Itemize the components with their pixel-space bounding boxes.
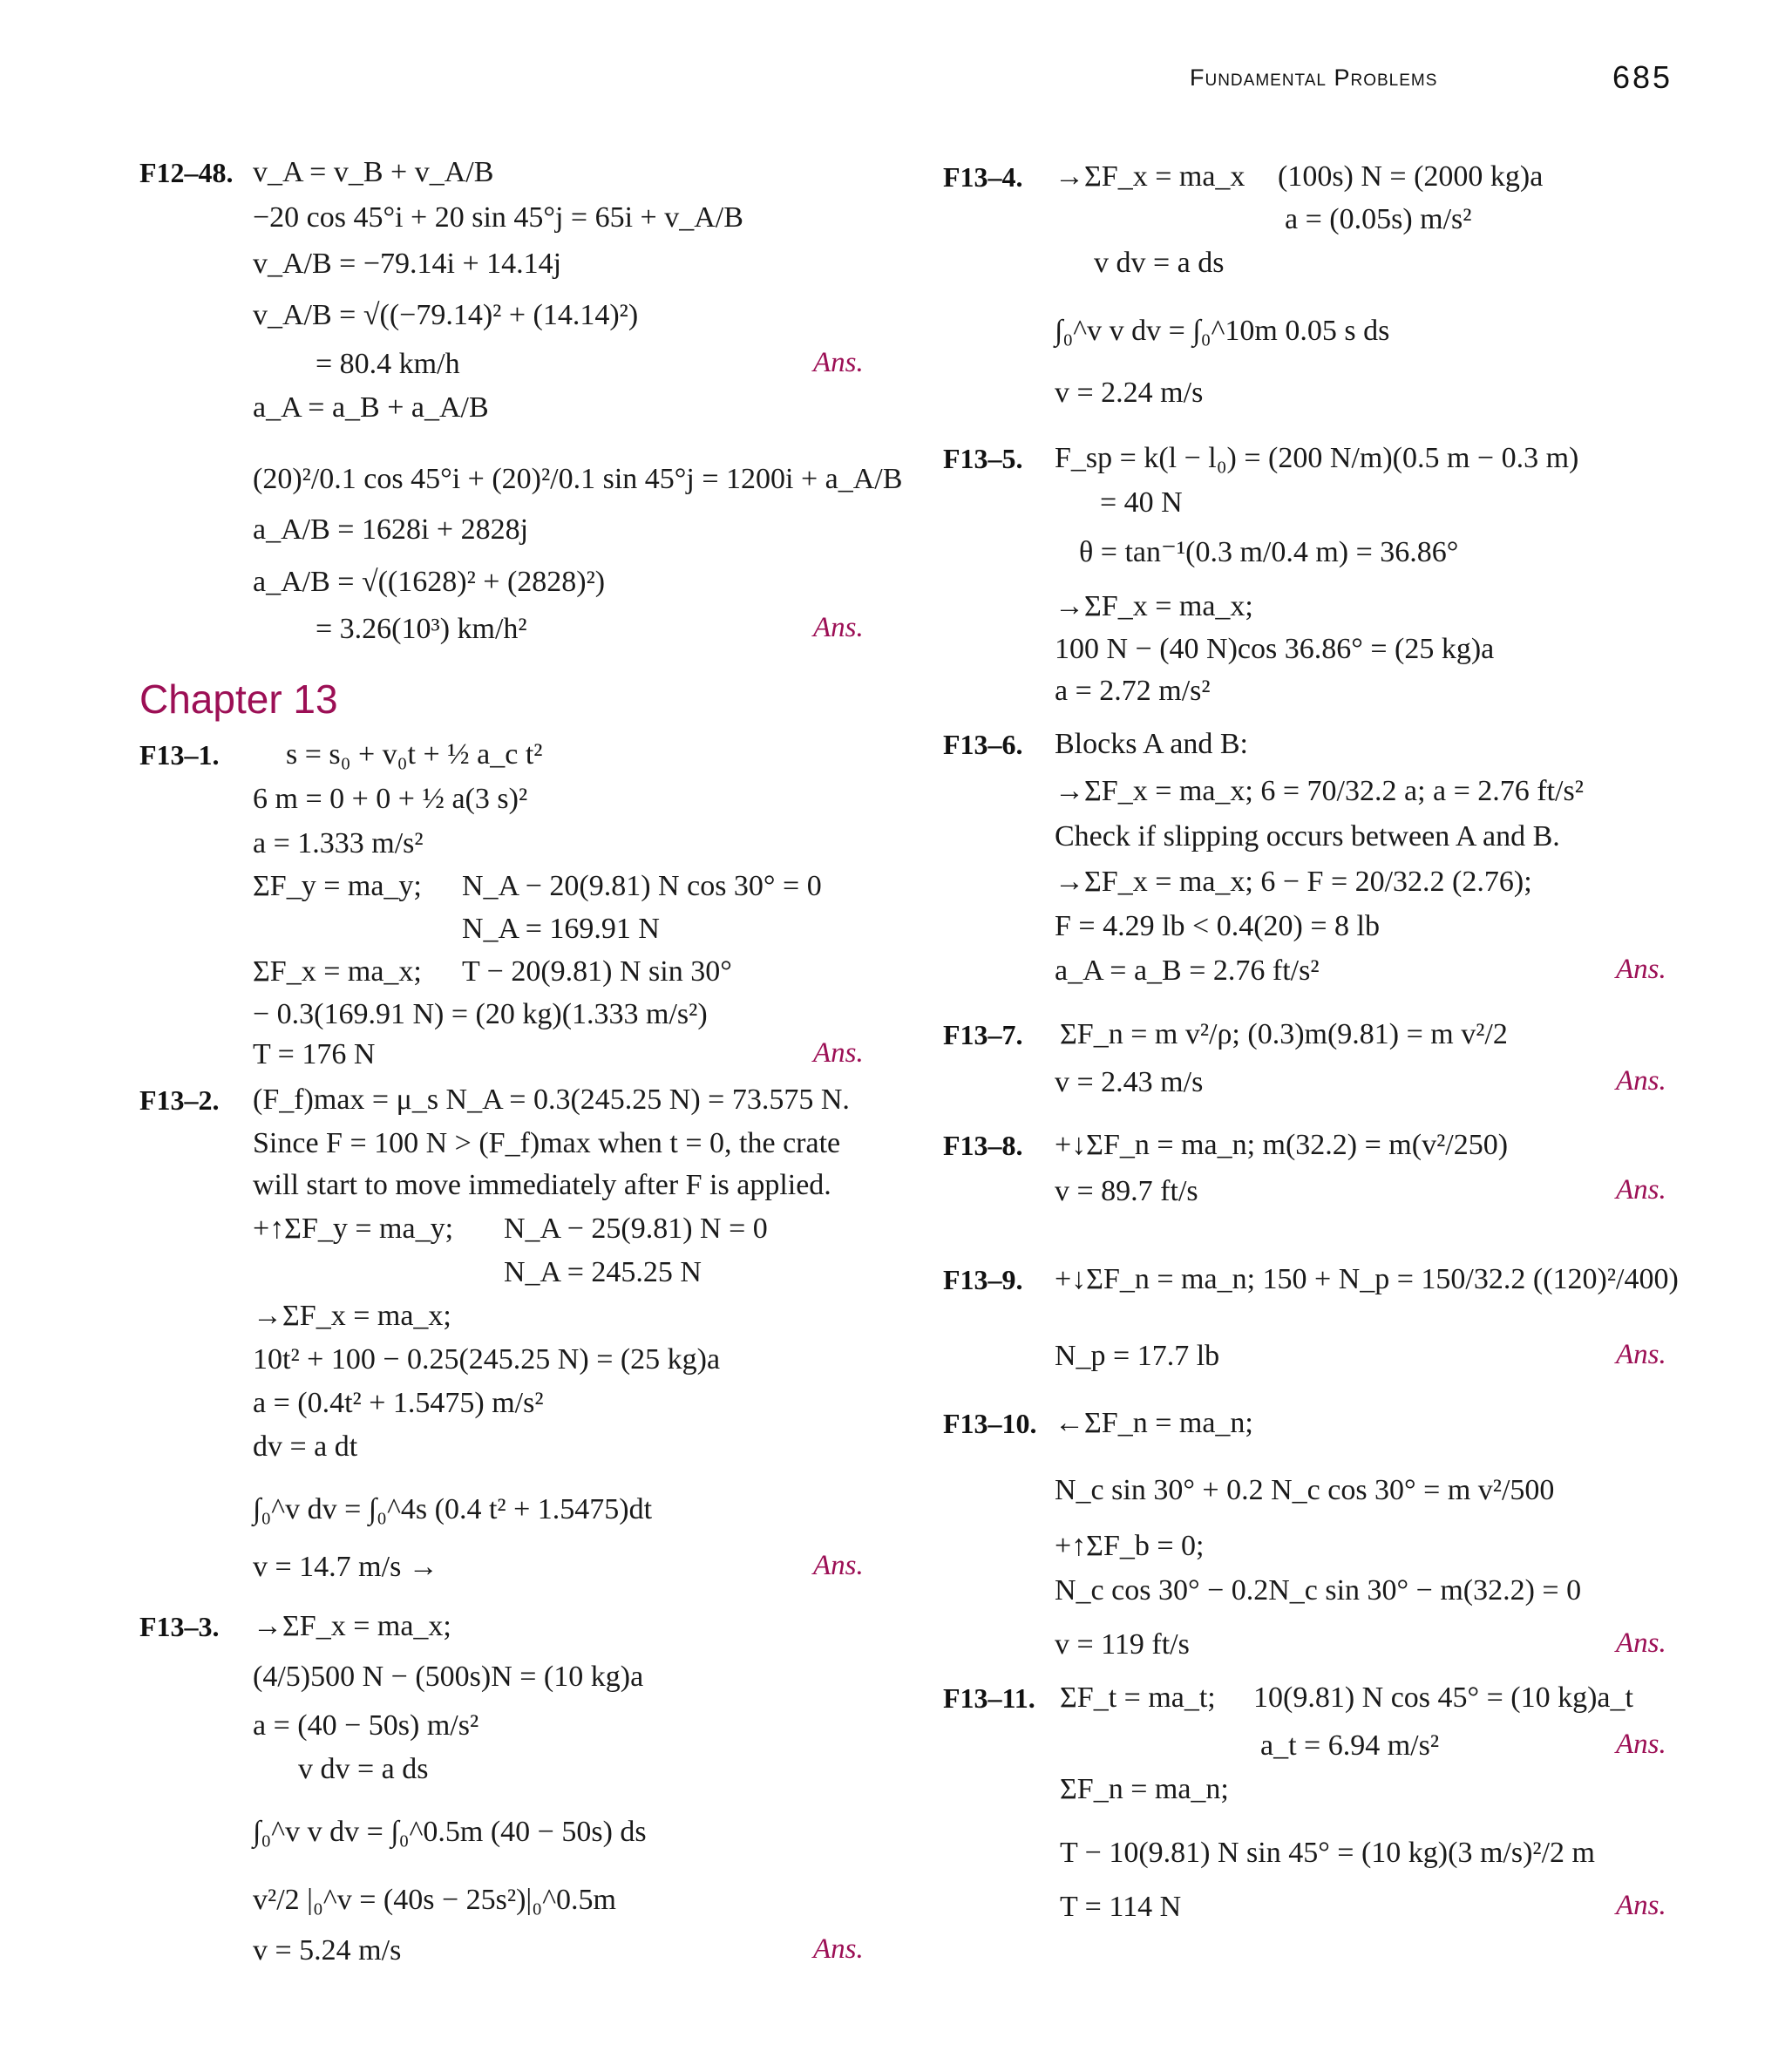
equation-line: dv = a dt bbox=[253, 1430, 358, 1463]
equation-line: T − 10(9.81) N sin 45° = (10 kg)(3 m/s)²/2 m bbox=[1060, 1837, 1595, 1869]
equation-line: N_c sin 30° + 0.2 N_c cos 30° = m v²/500 bbox=[1055, 1474, 1555, 1506]
answer-marker: Ans. bbox=[813, 612, 864, 643]
answer-marker: Ans. bbox=[1616, 1065, 1666, 1097]
equation-line: (20)²/0.1 cos 45°i + (20)²/0.1 sin 45°j = 1200i + a_A/B bbox=[253, 463, 903, 495]
equation-line: 10(9.81) N cos 45° = (10 kg)a_t bbox=[1253, 1681, 1633, 1714]
equation-line: (F_f)max = μ_s N_A = 0.3(245.25 N) = 73.575 N. bbox=[253, 1084, 850, 1116]
answer-marker: Ans. bbox=[1616, 1174, 1666, 1206]
equation-line: 10t² + 100 − 0.25(245.25 N) = (25 kg)a bbox=[253, 1343, 721, 1376]
equation-line: v_A/B = √((−79.14)² + (14.14)²) bbox=[253, 299, 639, 331]
equation-line: a = (40 − 50s) m/s² bbox=[253, 1709, 479, 1742]
equation-line: F = 4.29 lb < 0.4(20) = 8 lb bbox=[1055, 910, 1380, 942]
equation-line: v_A = v_B + v_A/B bbox=[253, 156, 494, 188]
problem-label-f13-7: F13–7. bbox=[943, 1019, 1023, 1050]
answer-marker: Ans. bbox=[1616, 1339, 1666, 1370]
equation-line: T = 176 N bbox=[253, 1038, 376, 1070]
problem-label-f13-9: F13–9. bbox=[943, 1264, 1023, 1295]
equation-line: a_t = 6.94 m/s² bbox=[1260, 1729, 1440, 1762]
equation-line: ΣF_x = ma_x; bbox=[253, 955, 422, 988]
equation-line: N_A = 169.91 N bbox=[462, 913, 660, 945]
equation-line: v = 14.7 m/s → bbox=[253, 1551, 438, 1583]
problem-label-f12-48: F12–48. bbox=[139, 157, 234, 188]
problem-label-f13-11: F13–11. bbox=[943, 1682, 1035, 1714]
equation-line: a = 2.72 m/s² bbox=[1055, 675, 1211, 707]
equation-line: v dv = a ds bbox=[1094, 247, 1225, 279]
problem-label-f13-4: F13–4. bbox=[943, 161, 1023, 193]
answer-marker: Ans. bbox=[813, 1037, 864, 1069]
problem-label-f13-6: F13–6. bbox=[943, 729, 1023, 760]
equation-line: = 40 N bbox=[1100, 486, 1183, 519]
chapter-heading: Chapter 13 bbox=[139, 676, 338, 722]
equation-line: a_A = a_B = 2.76 ft/s² bbox=[1055, 954, 1320, 987]
equation-line: +↓ΣF_n = ma_n; m(32.2) = m(v²/250) bbox=[1055, 1129, 1509, 1161]
equation-line: − 0.3(169.91 N) = (20 kg)(1.333 m/s²) bbox=[253, 998, 708, 1030]
answer-marker: Ans. bbox=[1616, 1627, 1666, 1659]
equation-line: a = 1.333 m/s² bbox=[253, 827, 424, 859]
equation-line: ←ΣF_n = ma_n; bbox=[1055, 1407, 1253, 1439]
running-header-title: Fundamental Problems bbox=[1190, 65, 1438, 91]
equation-line: Check if slipping occurs between A and B. bbox=[1055, 820, 1560, 853]
equation-line: N_A − 20(9.81) N cos 30° = 0 bbox=[462, 870, 822, 902]
problem-label-f13-8: F13–8. bbox=[943, 1130, 1023, 1161]
equation-line: N_p = 17.7 lb bbox=[1055, 1340, 1220, 1372]
equation-line: ΣF_t = ma_t; bbox=[1060, 1681, 1216, 1714]
equation-line: a_A/B = 1628i + 2828j bbox=[253, 513, 529, 546]
equation-line: +↑ΣF_b = 0; bbox=[1055, 1530, 1205, 1562]
equation-line: a_A/B = √((1628)² + (2828)²) bbox=[253, 566, 606, 598]
equation-line: N_A − 25(9.81) N = 0 bbox=[504, 1213, 768, 1245]
answer-marker: Ans. bbox=[1616, 954, 1666, 985]
equation-line: θ = tan⁻¹(0.3 m/0.4 m) = 36.86° bbox=[1079, 536, 1459, 568]
equation-line: 6 m = 0 + 0 + ½ a(3 s)² bbox=[253, 783, 528, 815]
equation-line: v = 119 ft/s bbox=[1055, 1628, 1190, 1661]
equation-line: +↓ΣF_n = ma_n; 150 + N_p = 150/32.2 ((120)²/400) bbox=[1055, 1263, 1679, 1295]
equation-line: s = s₀ + v₀t + ½ a_c t² bbox=[286, 738, 543, 771]
equation-line: →ΣF_x = ma_x; bbox=[1055, 590, 1253, 622]
equation-line: →ΣF_x = ma_x; 6 = 70/32.2 a; a = 2.76 ft/s² bbox=[1055, 775, 1584, 807]
equation-line: +↑ΣF_y = ma_y; bbox=[253, 1213, 454, 1245]
equation-line: ∫₀^v dv = ∫₀^4s (0.4 t² + 1.5475)dt bbox=[253, 1493, 653, 1525]
problem-label-f13-5: F13–5. bbox=[943, 443, 1023, 474]
equation-line: will start to move immediately after F is applied. bbox=[253, 1169, 831, 1201]
page-number: 685 bbox=[1612, 59, 1673, 95]
equation-line: →ΣF_x = ma_x; 6 − F = 20/32.2 (2.76); bbox=[1055, 866, 1532, 898]
equation-line: N_A = 245.25 N bbox=[504, 1256, 702, 1288]
equation-line: T − 20(9.81) N sin 30° bbox=[462, 955, 732, 988]
equation-line: v = 5.24 m/s bbox=[253, 1934, 402, 1967]
equation-line: Blocks A and B: bbox=[1055, 728, 1248, 760]
equation-line: v²/2 |₀^v = (40s − 25s²)|₀^0.5m bbox=[253, 1884, 616, 1916]
equation-line: v_A/B = −79.14i + 14.14j bbox=[253, 248, 562, 280]
equation-line: F_sp = k(l − l₀) = (200 N/m)(0.5 m − 0.3 m) bbox=[1055, 442, 1579, 474]
answer-marker: Ans. bbox=[1616, 1729, 1666, 1760]
equation-line: →ΣF_x = ma_x bbox=[1055, 160, 1245, 193]
equation-line: v dv = a ds bbox=[298, 1753, 429, 1785]
equation-line: v = 89.7 ft/s bbox=[1055, 1175, 1198, 1207]
equation-line: ΣF_y = ma_y; bbox=[253, 870, 422, 902]
equation-line: ∫₀^v v dv = ∫₀^0.5m (40 − 50s) ds bbox=[253, 1816, 647, 1848]
problem-label-f13-2: F13–2. bbox=[139, 1084, 220, 1116]
equation-line: ΣF_n = ma_n; bbox=[1060, 1773, 1229, 1805]
problem-label-f13-10: F13–10. bbox=[943, 1408, 1037, 1439]
equation-line: v = 2.24 m/s bbox=[1055, 377, 1204, 409]
equation-line: →ΣF_x = ma_x; bbox=[253, 1300, 451, 1332]
problem-label-f13-1: F13–1. bbox=[139, 739, 220, 771]
equation-line: Since F = 100 N > (F_f)max when t = 0, the crate bbox=[253, 1127, 841, 1159]
answer-marker: Ans. bbox=[813, 1933, 864, 1965]
equation-line: ΣF_n = m v²/ρ; (0.3)m(9.81) = m v²/2 bbox=[1060, 1018, 1508, 1050]
equation-line: −20 cos 45°i + 20 sin 45°j = 65i + v_A/B bbox=[253, 201, 743, 234]
equation-line: a = (0.4t² + 1.5475) m/s² bbox=[253, 1387, 544, 1419]
equation-line: 100 N − (40 N)cos 36.86° = (25 kg)a bbox=[1055, 633, 1495, 665]
equation-line: = 3.26(10³) km/h² bbox=[316, 613, 527, 645]
equation-line: ∫₀^v v dv = ∫₀^10m 0.05 s ds bbox=[1055, 315, 1390, 347]
answer-marker: Ans. bbox=[1616, 1890, 1666, 1921]
answer-marker: Ans. bbox=[813, 347, 864, 378]
equation-line: (100s) N = (2000 kg)a bbox=[1278, 160, 1544, 193]
equation-line: a = (0.05s) m/s² bbox=[1285, 203, 1472, 235]
answer-marker: Ans. bbox=[813, 1550, 864, 1581]
equation-line: a_A = a_B + a_A/B bbox=[253, 391, 489, 424]
equation-line: v = 2.43 m/s bbox=[1055, 1066, 1204, 1098]
equation-line: (4/5)500 N − (500s)N = (10 kg)a bbox=[253, 1661, 644, 1693]
equation-line: N_c cos 30° − 0.2N_c sin 30° − m(32.2) = 0 bbox=[1055, 1574, 1582, 1607]
equation-line: →ΣF_x = ma_x; bbox=[253, 1610, 451, 1642]
equation-line: T = 114 N bbox=[1060, 1891, 1182, 1923]
equation-line: = 80.4 km/h bbox=[316, 348, 460, 380]
problem-label-f13-3: F13–3. bbox=[139, 1611, 220, 1642]
